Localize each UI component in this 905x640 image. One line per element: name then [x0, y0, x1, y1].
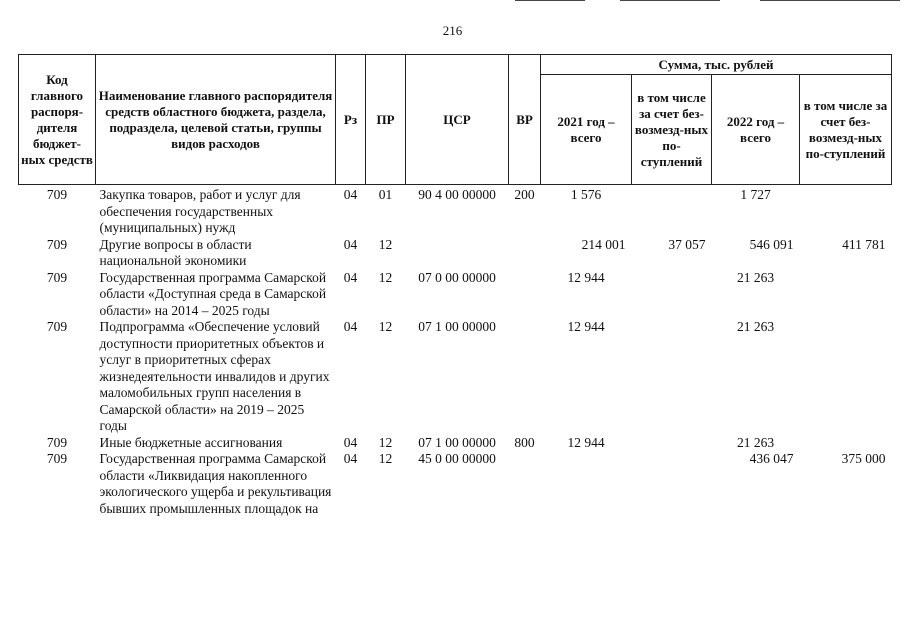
cell-2021-total: 12 944 [567, 269, 605, 285]
cell-rz: 04 [343, 434, 358, 450]
cell-2022-free [800, 435, 892, 452]
cell-name: Иные бюджетные ассигнования [99, 434, 283, 450]
header-pr: ПР [366, 55, 406, 185]
table-row [19, 435, 892, 452]
cell-rz: 04 [343, 319, 358, 334]
header-code: Код главного распоря-дителя бюджет-ных средств [19, 55, 96, 185]
cell-vr [509, 451, 541, 517]
cell-csr: 07 1 00 00000 [418, 319, 496, 334]
cell-vr: 800 [514, 434, 535, 450]
header-vr: ВР [509, 55, 541, 185]
header-2022-free: в том числе за счет без-возмезд-ных по-ступлений [800, 75, 892, 185]
cell-csr [406, 237, 509, 270]
cell-2022-total: 21 263 [736, 434, 775, 450]
cell-2021-free [632, 270, 712, 320]
cell-csr: 90 4 00 00000 [418, 187, 496, 202]
top-edge-line [620, 0, 720, 1]
header-sum: Сумма, тыс. рублей [541, 55, 892, 75]
cell-2022-total: 546 091 [749, 236, 794, 252]
cell-pr: 01 [378, 187, 393, 202]
cell-name: Государственная программа Самарской области «Ликвидация накопленного экологического ущерба и рекультивация бывших промышленных площадок на [99, 451, 332, 516]
cell-rz: 04 [343, 269, 358, 285]
cell-2021-total: 214 001 [581, 236, 626, 252]
cell-2022-free [800, 185, 892, 237]
cell-code: 709 [46, 269, 68, 285]
cell-csr: 07 0 00 00000 [418, 269, 496, 285]
header-name: Наименование главного распорядителя средств областного бюджета, раздела, подраздела, целевой статьи, группы видов расходов [96, 55, 336, 185]
table-row [19, 270, 892, 320]
cell-2021-total: 12 944 [567, 434, 605, 450]
cell-csr: 07 1 00 00000 [418, 434, 496, 450]
header-2021-free: в том числе за счет без-возмезд-ных по-ступлений [632, 75, 712, 185]
cell-code: 709 [46, 319, 68, 334]
table-row [19, 451, 892, 517]
cell-2021-free [632, 319, 712, 435]
cell-2022-total: 21 263 [736, 319, 775, 334]
cell-vr [509, 270, 541, 320]
cell-2022-total: 1 727 [740, 187, 771, 202]
cell-2022-free [800, 270, 892, 320]
cell-2021-free [632, 185, 712, 237]
cell-name: Закупка товаров, работ и услуг для обеспечения государственных (муниципальных) нужд [99, 187, 301, 235]
cell-vr: 200 [514, 187, 535, 202]
cell-rz: 04 [343, 451, 358, 466]
cell-2022-free: 375 000 [841, 451, 886, 466]
cell-pr: 12 [378, 269, 393, 285]
header-csr: ЦСР [406, 55, 509, 185]
cell-2022-free [800, 319, 892, 435]
cell-vr [509, 319, 541, 435]
cell-csr: 45 0 00 00000 [418, 451, 496, 466]
cell-2022-free: 411 781 [842, 236, 886, 252]
cell-2021-free [632, 435, 712, 452]
cell-name: Другие вопросы в области национальной экономики [99, 236, 252, 268]
cell-2022-total: 436 047 [749, 451, 794, 466]
header-rz: Рз [336, 55, 366, 185]
cell-code: 709 [46, 187, 68, 202]
cell-2021-total: 1 576 [570, 187, 602, 202]
cell-2021-free [632, 451, 712, 517]
cell-code: 709 [46, 434, 68, 450]
top-edge-line [515, 0, 585, 1]
cell-pr: 12 [378, 434, 393, 450]
table-row [19, 319, 892, 435]
cell-code: 709 [46, 451, 68, 466]
header-2022-total: 2022 год – всего [712, 75, 800, 185]
cell-pr: 12 [378, 236, 393, 252]
cell-name: Государственная программа Самарской области «Доступная среда в Самарской области» на 2014 – 2025 годы [99, 269, 327, 318]
cell-2021-free: 37 057 [668, 236, 706, 252]
cell-code: 709 [46, 236, 68, 252]
cell-pr: 12 [378, 451, 393, 466]
cell-pr: 12 [378, 319, 393, 334]
budget-table [18, 54, 892, 517]
top-edge-line [760, 0, 900, 1]
cell-vr [509, 237, 541, 270]
page-number: 216 [442, 23, 463, 38]
table-header [19, 55, 892, 185]
table-row [19, 237, 892, 270]
cell-2022-total: 21 263 [736, 269, 775, 285]
cell-rz: 04 [343, 236, 358, 252]
cell-2021-total: 12 944 [567, 319, 605, 334]
cell-2021-total [541, 451, 632, 517]
cell-rz: 04 [343, 187, 358, 202]
table-body [19, 185, 892, 518]
cell-name: Подпрограмма «Обеспечение условий доступности приоритетных объектов и услуг в приоритетных сферах жизнедеятельности инвалидов и других маломобильных групп населения в Самарской области» на 2019 – 2025 годы [99, 319, 330, 433]
table-row [19, 185, 892, 237]
header-2021-total: 2021 год – всего [541, 75, 632, 185]
